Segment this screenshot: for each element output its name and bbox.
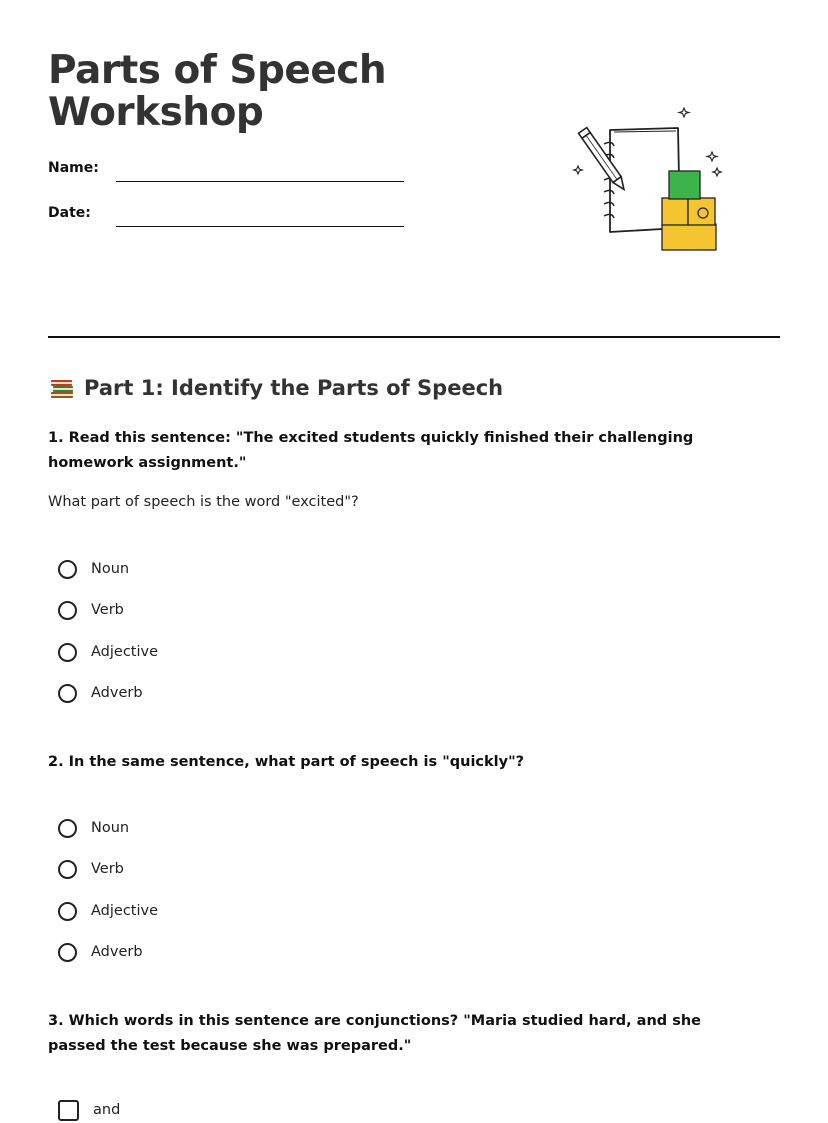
radio-button[interactable]	[58, 560, 77, 579]
radio-button[interactable]	[58, 819, 77, 838]
radio-button[interactable]	[58, 943, 77, 962]
radio-button[interactable]	[58, 860, 77, 879]
date-field[interactable]	[116, 226, 404, 227]
question-1-text: 1. Read this sentence: "The excited students quickly finished their challenging homework assignment."	[48, 430, 694, 471]
q2-option-verb[interactable]	[58, 856, 124, 882]
q2-option-adverb[interactable]	[58, 939, 143, 965]
option-label: Verb	[91, 861, 124, 877]
radio-button[interactable]	[58, 684, 77, 703]
name-label: Name:	[48, 160, 99, 176]
q1-option-noun[interactable]	[58, 556, 129, 582]
q3-option-and[interactable]	[58, 1097, 120, 1123]
books-icon	[48, 374, 76, 402]
option-label: Adverb	[91, 944, 143, 960]
part1-title-text: Part 1: Identify the Parts of Speech	[84, 376, 504, 400]
q1-option-adverb[interactable]	[58, 680, 143, 706]
option-label: Adjective	[91, 644, 159, 660]
date-label: Date:	[48, 205, 91, 221]
q1-option-adjective[interactable]	[58, 639, 158, 665]
option-label: Adjective	[91, 903, 159, 919]
option-label: Adverb	[91, 685, 143, 701]
q2-option-adjective[interactable]	[58, 898, 158, 924]
option-label: Noun	[91, 820, 130, 836]
q1-option-verb[interactable]	[58, 597, 124, 623]
checkbox[interactable]	[58, 1100, 79, 1121]
page-title: Parts of Speech Workshop	[48, 48, 387, 135]
radio-button[interactable]	[58, 643, 77, 662]
section-divider	[48, 336, 780, 338]
q2-option-noun[interactable]	[58, 815, 129, 841]
question-3-text: 3. Which words in this sentence are conjunctions? "Maria studied hard, and she passed the test because she was prepared."	[48, 1013, 701, 1054]
question-2-text: 2. In the same sentence, what part of speech is "quickly"?	[48, 754, 525, 770]
option-label: and	[93, 1102, 121, 1118]
part1-title	[48, 374, 503, 402]
option-label: Noun	[91, 561, 130, 577]
notebook-illustration-icon	[570, 100, 730, 260]
radio-button[interactable]	[58, 902, 77, 921]
name-field[interactable]	[116, 181, 404, 182]
radio-button[interactable]	[58, 601, 77, 620]
question-1-subtext: What part of speech is the word "excited"?	[48, 494, 359, 510]
option-label: Verb	[91, 602, 124, 618]
